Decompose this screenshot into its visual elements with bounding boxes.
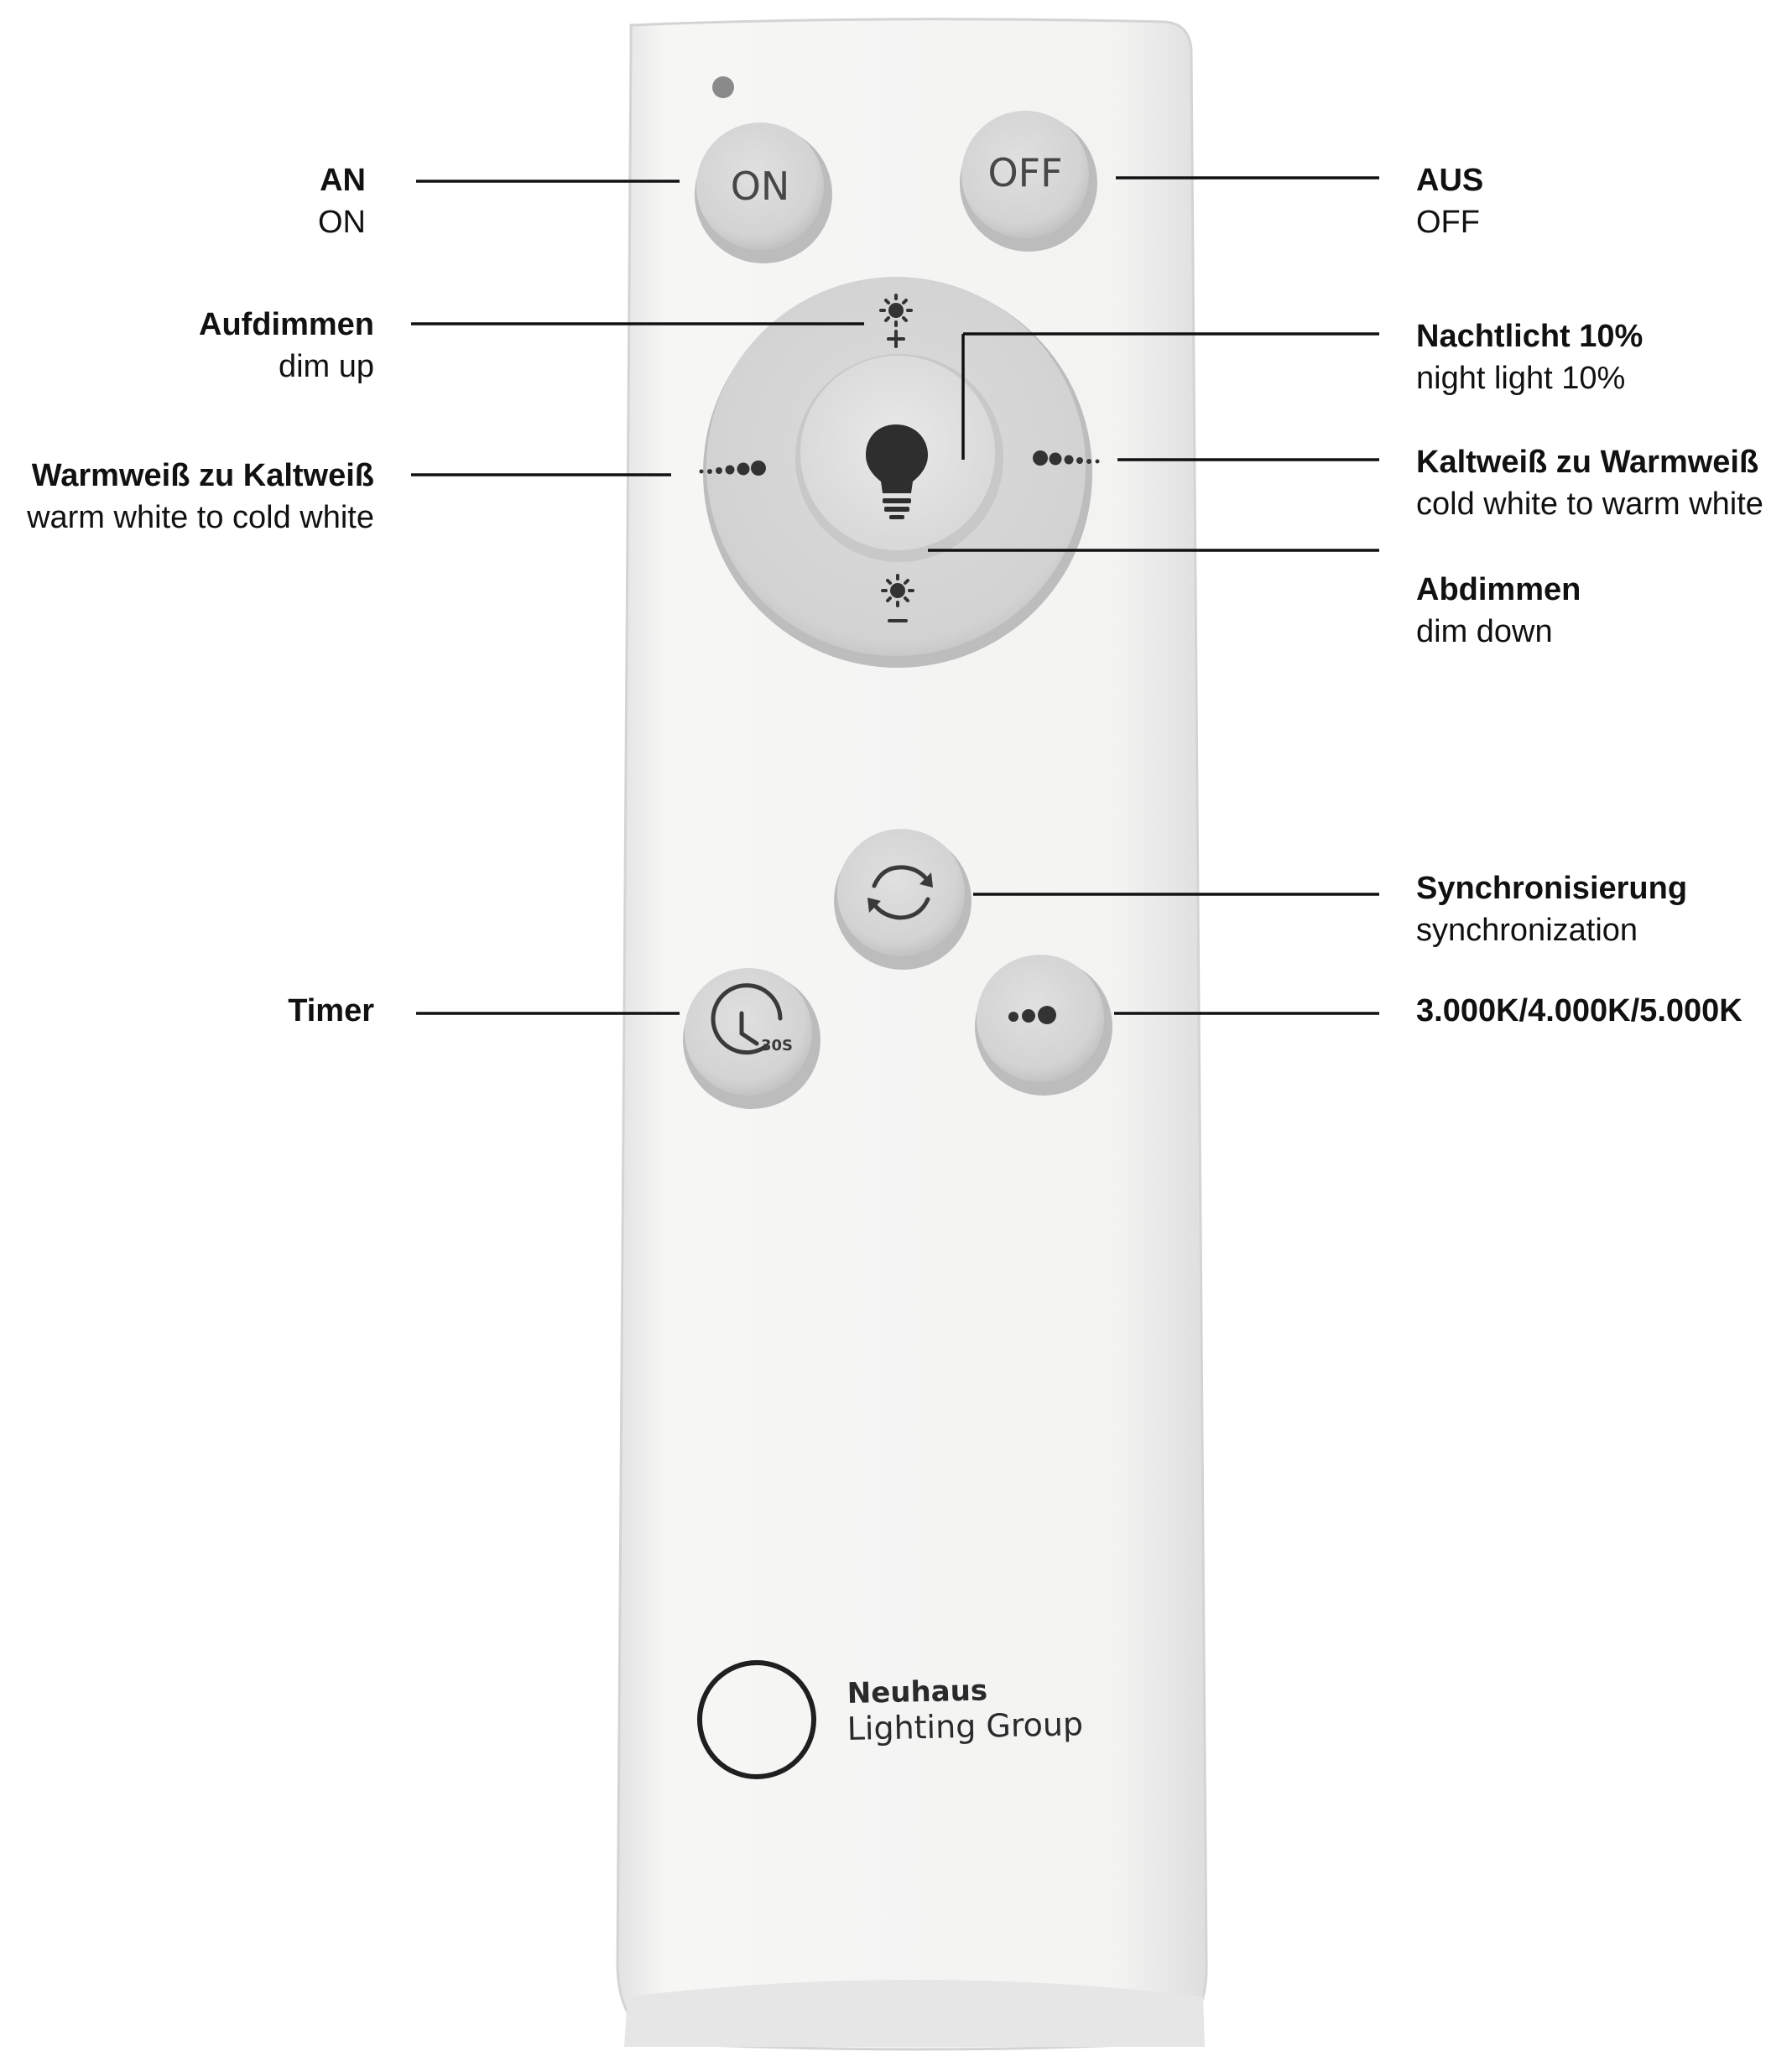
annotation-off-de: AUS — [1416, 163, 1484, 198]
annotation-cold-to-warm — [1416, 441, 1763, 525]
status-led — [712, 76, 734, 98]
annotation-cold-to-warm-de: Kaltweiß zu Warmweiß — [1416, 445, 1759, 480]
annotation-dim-up-de: Aufdimmen — [199, 307, 374, 342]
annotation-timer — [288, 990, 374, 1032]
annotation-dim-up — [199, 304, 374, 388]
annotation-dim-down-de: Abdimmen — [1416, 572, 1581, 607]
annotation-off — [1416, 159, 1483, 243]
annotation-sync-en: synchronization — [1416, 913, 1638, 948]
annotation-cold-to-warm-en: cold white to warm white — [1416, 487, 1763, 522]
annotation-warm-to-cold-de: Warmweiß zu Kaltweiß — [31, 458, 374, 493]
annotation-sync — [1416, 867, 1687, 951]
annotation-dim-down — [1416, 569, 1581, 653]
annotation-night-light — [1416, 315, 1643, 399]
annotation-night-light-de: Nachtlicht 10% — [1416, 319, 1644, 354]
off-button-label: OFF — [987, 150, 1063, 195]
annotation-warm-to-cold — [27, 455, 374, 539]
annotation-night-light-en: night light 10% — [1416, 361, 1626, 396]
timer-seconds-label: 30S — [760, 1037, 794, 1054]
brand-name-line1: Neuhaus — [847, 1674, 988, 1710]
annotation-warm-to-cold-en: warm white to cold white — [27, 500, 374, 535]
annotation-on — [318, 159, 366, 243]
annotation-dim-up-en: dim up — [278, 349, 374, 384]
annotation-timer-de: Timer — [288, 993, 374, 1028]
annotation-off-en: OFF — [1416, 205, 1480, 240]
annotation-color-temp — [1416, 990, 1743, 1032]
annotation-sync-de: Synchronisierung — [1416, 871, 1688, 906]
on-button-label: ON — [730, 164, 790, 209]
brand-name-line2: Lighting Group — [847, 1705, 1084, 1747]
annotation-dim-down-en: dim down — [1416, 614, 1553, 649]
annotation-on-en: ON — [318, 205, 366, 240]
annotation-color-temp-de: 3.000K/4.000K/5.000K — [1416, 993, 1743, 1028]
annotation-on-de: AN — [320, 163, 366, 198]
